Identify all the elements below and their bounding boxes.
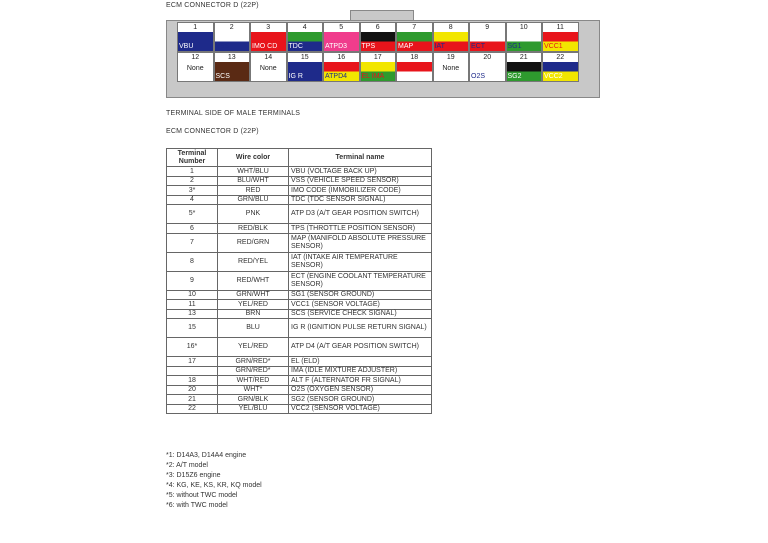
terminal-name-cell: IAT (INTAKE AIR TEMPERATURE SENSOR) <box>289 252 432 271</box>
pin-number: 8 <box>448 24 453 31</box>
table-row <box>167 205 432 224</box>
terminal-number-cell: 10 <box>167 290 218 300</box>
table-row <box>167 376 432 386</box>
wire-color-cell: GRN/RED* <box>218 357 289 367</box>
terminal-name-cell: SG1 (SENSOR GROUND) <box>289 290 432 300</box>
table-row <box>167 357 432 367</box>
terminal-number-cell: 11 <box>167 300 218 310</box>
wire-color-cell: YEL/BLU <box>218 404 289 414</box>
pin-number: 2 <box>229 24 234 31</box>
wire-color-cell: GRN/BLU <box>218 195 289 205</box>
pin-label: SG2 <box>507 73 522 80</box>
table-row <box>167 309 432 319</box>
pin-number: 3 <box>266 24 271 31</box>
pin-label: O2S <box>471 73 486 80</box>
pin-label: ATPD4 <box>325 73 348 80</box>
pin-12 <box>177 52 214 82</box>
terminal-number-cell: 2 <box>167 176 218 186</box>
pin-17 <box>360 52 397 82</box>
connector-diagram <box>166 20 600 98</box>
header-wire-color: Wire color <box>218 149 289 167</box>
pin-label: VBU <box>179 43 194 50</box>
wire-color-cell: GRN/BLK <box>218 395 289 405</box>
table-row <box>167 195 432 205</box>
wire-color-cell: RED/YEL <box>218 252 289 271</box>
footnote: *4: KG, KE, KS, KR, KQ model <box>166 482 262 489</box>
terminal-name-cell: ECT (ENGINE COOLANT TEMPERATURE SENSOR) <box>289 271 432 290</box>
table-title: ECM CONNECTOR D (22P) <box>166 128 259 135</box>
pin-6 <box>360 22 397 52</box>
pin-number: 15 <box>300 54 309 61</box>
pin-label: None <box>259 65 277 72</box>
pin-number: 19 <box>446 54 455 61</box>
pin-number: 10 <box>519 24 528 31</box>
footnote: *6: with TWC model <box>166 502 228 509</box>
table-row <box>167 224 432 234</box>
wire-color-cell: GRN/WHT <box>218 290 289 300</box>
table-row <box>167 176 432 186</box>
pin-7 <box>396 22 433 52</box>
pin-label: VCC1 <box>544 43 563 50</box>
pin-20 <box>469 52 506 82</box>
table-row <box>167 290 432 300</box>
pin-number: 22 <box>556 54 565 61</box>
table-row <box>167 186 432 196</box>
pin-label: ECT <box>471 43 485 50</box>
pin-number: 20 <box>483 54 492 61</box>
table-row <box>167 271 432 290</box>
terminal-name-cell: EL (ELD) <box>289 357 432 367</box>
terminal-name-cell: IG R (IGNITION PULSE RETURN SIGNAL) <box>289 319 432 338</box>
pin-8 <box>433 22 470 52</box>
table-row <box>167 338 432 357</box>
pin-number: 21 <box>519 54 528 61</box>
pin-label: MAP <box>398 43 414 50</box>
pin-label: ALT F <box>398 73 417 80</box>
terminal-name-cell: MAP (MANIFOLD ABSOLUTE PRESSURE SENSOR) <box>289 233 432 252</box>
table-row <box>167 233 432 252</box>
pin-label: EL IMA <box>361 73 385 80</box>
terminal-side-subtitle: TERMINAL SIDE OF MALE TERMINALS <box>166 110 301 117</box>
terminal-number-cell: 16* <box>167 338 218 357</box>
terminal-number-cell: 22 <box>167 404 218 414</box>
pin-18 <box>396 52 433 82</box>
terminal-number-cell: 21 <box>167 395 218 405</box>
wire-color-cell: BLU/WHT <box>218 176 289 186</box>
header-terminal-number: Terminal Number <box>167 149 218 167</box>
terminal-name-cell: VCC2 (SENSOR VOLTAGE) <box>289 404 432 414</box>
terminal-number-cell: 1 <box>167 167 218 177</box>
pin-number: 14 <box>264 54 273 61</box>
pin-1 <box>177 22 214 52</box>
pin-4 <box>287 22 324 52</box>
footnote: *1: D14A3, D14A4 engine <box>166 452 247 459</box>
terminal-name-cell: SCS (SERVICE CHECK SIGNAL) <box>289 309 432 319</box>
pin-label: None <box>186 65 204 72</box>
terminal-number-cell <box>167 366 218 376</box>
terminal-name-cell: SG2 (SENSOR GROUND) <box>289 395 432 405</box>
pin-10 <box>506 22 543 52</box>
pin-label: None <box>442 65 460 72</box>
pin-number: 6 <box>375 24 380 31</box>
pin-label: IAT <box>434 43 445 50</box>
terminal-name-cell: VCC1 (SENSOR VOLTAGE) <box>289 300 432 310</box>
pin-number: 5 <box>339 24 344 31</box>
header-terminal-name: Terminal name <box>289 149 432 167</box>
pin-13 <box>214 52 251 82</box>
terminal-number-cell: 20 <box>167 385 218 395</box>
pin-14 <box>250 52 287 82</box>
pin-number: 12 <box>191 54 200 61</box>
terminal-name-cell: VSS (VEHICLE SPEED SENSOR) <box>289 176 432 186</box>
wire-color-cell: WHT* <box>218 385 289 395</box>
wire-color-cell: RED/WHT <box>218 271 289 290</box>
pin-number: 17 <box>373 54 382 61</box>
table-row <box>167 395 432 405</box>
terminal-name-cell: ATP D3 (A/T GEAR POSITION SWITCH) <box>289 205 432 224</box>
pin-label: VSS <box>215 43 230 50</box>
wire-color-cell: RED/BLK <box>218 224 289 234</box>
wire-color-cell: WHT/BLU <box>218 167 289 177</box>
pin-15 <box>287 52 324 82</box>
terminal-name-cell: O2S (OXYGEN SENSOR) <box>289 385 432 395</box>
pin-number: 4 <box>302 24 307 31</box>
pin-number: 11 <box>556 24 564 31</box>
footnote: *3: D15Z6 engine <box>166 472 221 479</box>
table-row <box>167 252 432 271</box>
terminal-name-cell: IMA (IDLE MIXTURE ADJUSTER) <box>289 366 432 376</box>
terminal-name-cell: IMO CODE (IMMOBILIZER CODE) <box>289 186 432 196</box>
footnote: *5: without TWC model <box>166 492 238 499</box>
terminal-name-cell: VBU (VOLTAGE BACK UP) <box>289 167 432 177</box>
pin-number: 18 <box>410 54 419 61</box>
terminal-number-cell: 6 <box>167 224 218 234</box>
wire-color-cell: WHT/RED <box>218 376 289 386</box>
terminal-table <box>166 148 432 414</box>
wire-color-cell: RED/GRN <box>218 233 289 252</box>
terminal-number-cell: 15 <box>167 319 218 338</box>
pin-number: 7 <box>412 24 417 31</box>
terminal-number-cell: 8 <box>167 252 218 271</box>
pin-2 <box>214 22 251 52</box>
wire-color-cell: GRN/RED* <box>218 366 289 376</box>
pin-21 <box>506 52 543 82</box>
table-row <box>167 300 432 310</box>
terminal-number-cell: 17 <box>167 357 218 367</box>
terminal-name-cell: ATP D4 (A/T GEAR POSITION SWITCH) <box>289 338 432 357</box>
wire-color-cell: RED <box>218 186 289 196</box>
pin-16 <box>323 52 360 82</box>
terminal-name-cell: TDC (TDC SENSOR SIGNAL) <box>289 195 432 205</box>
wire-color-cell: YEL/RED <box>218 300 289 310</box>
wire-color-cell: PNK <box>218 205 289 224</box>
pin-number: 13 <box>227 54 236 61</box>
wire-color-cell: BLU <box>218 319 289 338</box>
pin-label: TDC <box>288 43 303 50</box>
terminal-number-cell: 9 <box>167 271 218 290</box>
terminal-name-cell: ALT F (ALTERNATOR FR SIGNAL) <box>289 376 432 386</box>
pin-label: VCC2 <box>544 73 563 80</box>
table-row <box>167 404 432 414</box>
wire-color-cell: YEL/RED <box>218 338 289 357</box>
pin-11 <box>542 22 579 52</box>
table-row <box>167 385 432 395</box>
pin-number: 9 <box>485 24 490 31</box>
terminal-number-cell: 4 <box>167 195 218 205</box>
footnote: *2: A/T model <box>166 462 208 469</box>
pin-number: 16 <box>337 54 346 61</box>
connector-title: ECM CONNECTOR D (22P) <box>166 2 259 9</box>
terminal-number-cell: 5* <box>167 205 218 224</box>
table-row <box>167 366 432 376</box>
pin-19 <box>433 52 470 82</box>
terminal-number-cell: 7 <box>167 233 218 252</box>
pin-number: 1 <box>193 24 198 31</box>
pin-label: TPS <box>361 43 376 50</box>
pin-label: IMO CD <box>252 43 278 50</box>
pin-22 <box>542 52 579 82</box>
terminal-number-cell: 13 <box>167 309 218 319</box>
pin-3 <box>250 22 287 52</box>
pin-label: ATPD3 <box>325 43 348 50</box>
pin-label: SCS <box>215 73 230 80</box>
terminal-name-cell: TPS (THROTTLE POSITION SENSOR) <box>289 224 432 234</box>
pin-label: IG R <box>288 73 303 80</box>
pin-9 <box>469 22 506 52</box>
table-row <box>167 319 432 338</box>
table-row <box>167 167 432 177</box>
terminal-number-cell: 3* <box>167 186 218 196</box>
wire-color-cell: BRN <box>218 309 289 319</box>
terminal-number-cell: 18 <box>167 376 218 386</box>
pin-label: SG1 <box>507 43 522 50</box>
pin-5 <box>323 22 360 52</box>
